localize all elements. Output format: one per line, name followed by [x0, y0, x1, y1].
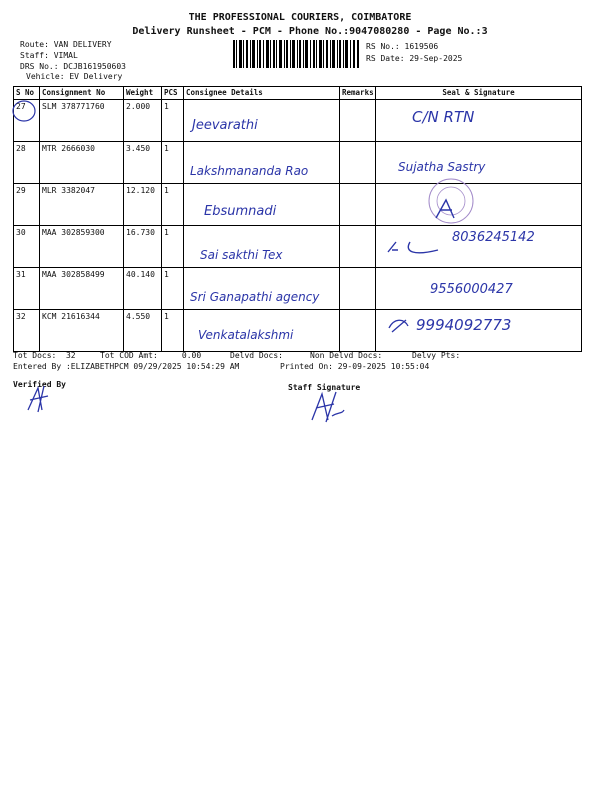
signature-scribble	[432, 196, 462, 222]
row-remarks	[340, 268, 376, 310]
row-weight: 4.550	[124, 310, 162, 352]
verified-signature	[24, 382, 54, 416]
row-consignment: KCM 21616344	[40, 310, 124, 352]
row-consignment: MAA 302858499	[40, 268, 124, 310]
total-docs: Tot Docs: 32	[13, 351, 76, 360]
row-weight: 2.000	[124, 100, 162, 142]
row-sno: 32	[14, 310, 40, 352]
signature-scribble	[384, 236, 444, 260]
row-pcs: 1	[162, 268, 184, 310]
col-weight: Weight	[124, 87, 162, 100]
row-seal: C/N RTN	[376, 100, 582, 142]
row-pcs: 1	[162, 310, 184, 352]
row-sno: 30	[14, 226, 40, 268]
row-pcs: 1	[162, 184, 184, 226]
runsheet-title: Delivery Runsheet - PCM - Phone No.:9047080280 - Page No.:3	[132, 26, 488, 37]
row-seal: 9556000427	[376, 268, 582, 310]
row-consignment: MTR 2666030	[40, 142, 124, 184]
signature-scribble	[386, 316, 412, 336]
rs-number: RS No.: 1619506	[366, 42, 439, 51]
row-weight: 3.450	[124, 142, 162, 184]
row-consignee: Sri Ganapathi agency	[184, 268, 340, 310]
col-consignment: Consignment No	[40, 87, 124, 100]
non-delivered-docs: Non Delvd Docs:	[310, 351, 383, 360]
table-row	[14, 100, 582, 142]
table-row	[14, 310, 582, 352]
row-pcs: 1	[162, 142, 184, 184]
row-consignee: Lakshmananda Rao	[184, 142, 340, 184]
row-weight: 16.730	[124, 226, 162, 268]
table-row	[14, 268, 582, 310]
verified-by-label: Verified By	[13, 380, 66, 389]
row-remarks	[340, 310, 376, 352]
row-remarks	[340, 100, 376, 142]
row-sno: 27	[14, 100, 40, 142]
table-row	[14, 142, 582, 184]
col-remarks: Remarks	[340, 87, 376, 100]
row-consignee: Jeevarathi	[184, 100, 340, 142]
row-sno: 28	[14, 142, 40, 184]
row-seal: 9994092773	[376, 310, 582, 352]
entered-by: Entered By :ELIZABETHPCM 09/29/2025 10:54:29 AM	[13, 362, 240, 371]
col-seal: Seal & Signature	[376, 87, 582, 100]
row-consignee: Venkatalakshmi	[184, 310, 340, 352]
row-weight: 40.140	[124, 268, 162, 310]
row-seal: Sujatha Sastry	[376, 142, 582, 184]
row-remarks	[340, 226, 376, 268]
col-sno: S No	[14, 87, 40, 100]
printed-on: Printed On: 29-09-2025 10:55:04	[280, 362, 430, 371]
row-consignment: SLM 378771760	[40, 100, 124, 142]
row-seal	[376, 184, 582, 226]
row-pcs: 1	[162, 100, 184, 142]
row-consignee: Ebsumnadi	[184, 184, 340, 226]
rs-date: RS Date: 29-Sep-2025	[366, 54, 463, 63]
company-name: THE PROFESSIONAL COURIERS, COIMBATORE	[188, 12, 412, 23]
row-consignment: MLR 3382047	[40, 184, 124, 226]
route-label: Route: VAN DELIVERY	[20, 40, 112, 49]
table-header-row	[14, 87, 582, 100]
row-sno: 29	[14, 184, 40, 226]
staff-signature	[306, 386, 346, 426]
row-seal: 8036245142	[376, 226, 582, 268]
drs-number: DRS No.: DCJB161950603	[20, 62, 126, 71]
staff-signature-label: Staff Signature	[288, 383, 361, 392]
row-sno: 31	[14, 268, 40, 310]
delivery-points: Delvy Pts:	[412, 351, 461, 360]
vehicle-label: Vehicle: EV Delivery	[26, 72, 123, 81]
col-pcs: PCS	[162, 87, 184, 100]
row-weight: 12.120	[124, 184, 162, 226]
row-consignee: Sai sakthi Tex	[184, 226, 340, 268]
row-pcs: 1	[162, 226, 184, 268]
table-row	[14, 226, 582, 268]
runsheet-table	[13, 86, 582, 352]
barcode	[233, 40, 359, 68]
row-remarks	[340, 184, 376, 226]
col-consignee: Consignee Details	[184, 87, 340, 100]
staff-label: Staff: VIMAL	[20, 51, 78, 60]
row-consignment: MAA 302859300	[40, 226, 124, 268]
row-remarks	[340, 142, 376, 184]
table-row	[14, 184, 582, 226]
delivered-docs: Delvd Docs:	[230, 351, 283, 360]
total-cod: Tot COD Amt: 0.00	[100, 351, 202, 360]
